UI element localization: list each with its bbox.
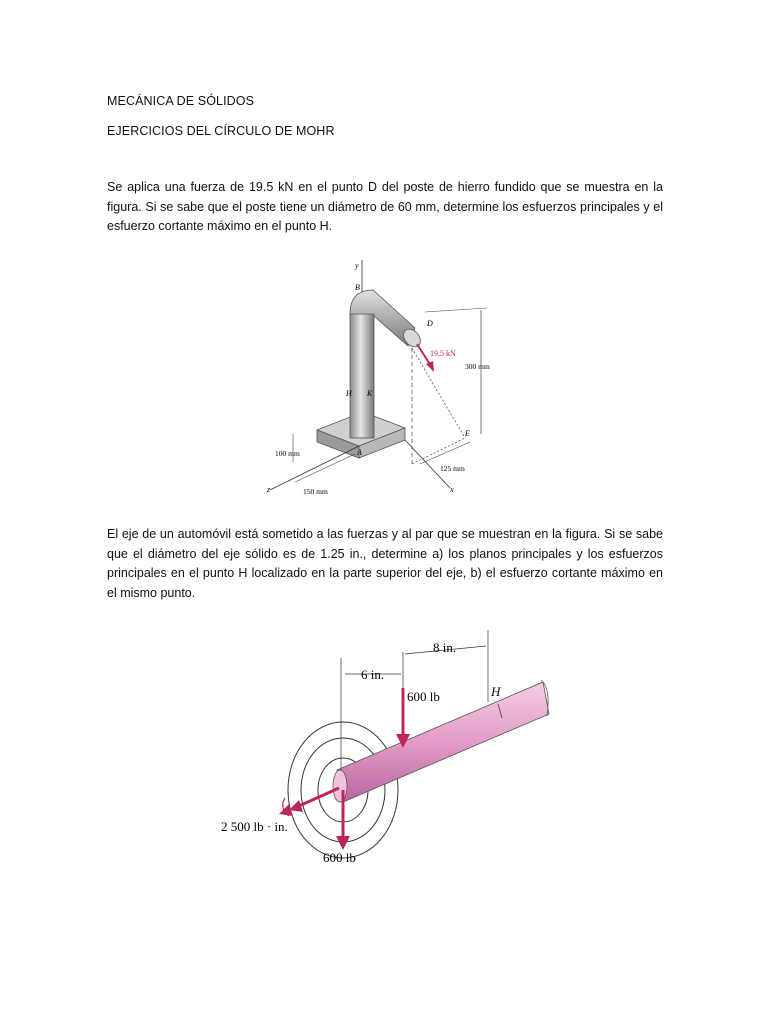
label-y-axis: y [355,261,359,270]
label-dim-6in: 6 in. [361,667,385,682]
torque-arrow-line [299,788,339,806]
torque-arrow-head-1 [289,800,303,812]
dim-125-line [420,442,470,464]
post-vertical [350,312,374,438]
label-dim-300: 300 mm [465,362,490,371]
label-point-h: H [491,684,501,699]
torque-arrow-head-2 [279,804,293,816]
label-force-bottom: 600 lb [323,850,356,865]
label-point-a: A [357,448,362,457]
label-force-19-5: 19.5 kN [430,349,456,358]
shaft-end [333,770,347,802]
label-point-h: H [346,389,352,398]
document-subtitle: EJERCICIOS DEL CÍRCULO DE MOHR [107,124,335,138]
document-title: MECÁNICA DE SÓLIDOS [107,94,255,108]
axle-shaft [337,682,549,802]
label-point-d: D [427,319,433,328]
problem-2-statement: El eje de un automóvil está sometido a las fuerzas y al par que se muestran en la figura. Si se sabe que el diámetro del eje sólido es de 1.25 in., determine a) los planos principales y los esfuerzos principales en el punto H localizado en la parte superior del eje, b) el esfuerzo cortante máximo en el mismo punto. [107,527,663,600]
dashed-diagonal [412,348,465,438]
figure-post [255,252,515,502]
label-x-axis: x [450,485,454,494]
label-z-axis: z [267,485,271,494]
label-dim-125: 125 mm [440,464,465,473]
label-point-k: K [367,389,373,398]
label-torque: 2 500 lb · in. [221,819,288,834]
dim-150-line [295,454,355,482]
label-dim-8in: 8 in. [433,640,457,655]
problem-1-statement: Se aplica una fuerza de 19.5 kN en el punto D del poste de hierro fundido que se muestra en la figura. Si se sabe que el poste tiene un diámetro de 60 mm, determine los esfuerzos principales y el esfuerzo cortante máximo en el punto H. [107,180,663,233]
dim-300-ext-top [425,308,487,312]
dashed-base [412,438,465,464]
label-point-b: B [355,283,360,292]
force-arrow-head [426,361,434,372]
figure-axle [215,622,565,872]
force-bottom-arrow-head [336,836,350,850]
force-arrow-line [417,344,431,366]
label-force-top: 600 lb [407,689,440,704]
label-dim-100: 100 mm [275,449,300,458]
label-dim-150: 150 mm [303,487,328,496]
label-point-e: E [465,429,470,438]
